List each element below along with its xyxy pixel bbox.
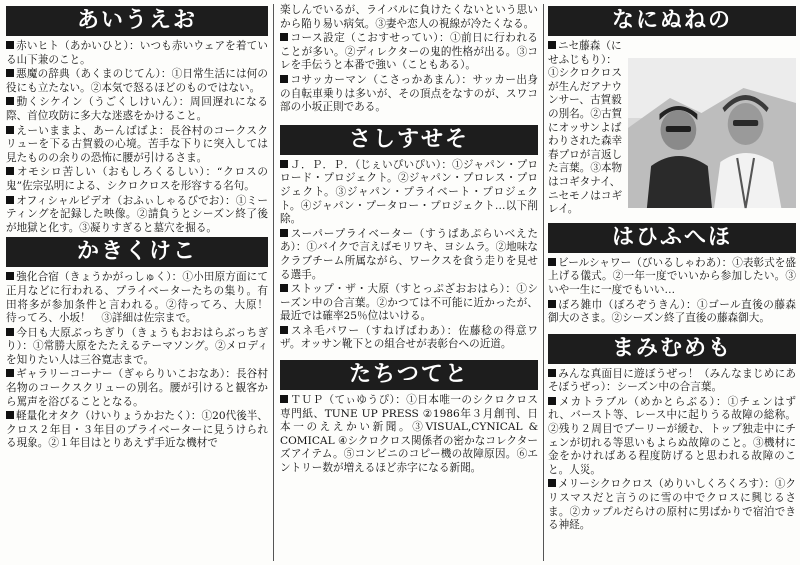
- glossary-entry: 悪魔の辞典（あくまのじてん）：①日常生活には何の役にも立たない。②本気で怒るほどのものではない。: [6, 68, 268, 94]
- bullet-square-icon: [6, 97, 14, 105]
- bullet-square-icon: [6, 167, 14, 175]
- section-heading-na: なにぬねの: [548, 6, 796, 36]
- bullet-square-icon: [6, 126, 14, 134]
- section-heading-ma: まみむめも: [548, 334, 796, 364]
- bullet-square-icon: [280, 229, 288, 237]
- glossary-entry: オフィシャルビデオ（おふぃしゃるびでお）：①ミーティングを記録した映像。②請負うとシーズン終了後が地獄と化す。③凝りすぎると墓穴を掘る。: [6, 194, 268, 234]
- section-na-entries: [548, 40, 796, 217]
- bullet-square-icon: [6, 41, 14, 49]
- bullet-square-icon: [6, 272, 14, 280]
- bullet-square-icon: [280, 395, 288, 403]
- bullet-square-icon: [6, 369, 14, 377]
- glossary-entry: Ｊ．Ｐ．Ｐ．（じぇいぴいぴい）：①ジャパン・プロロード・プロジェクト。②ジャパン・プロレス・プロジェクト。③ジャパン・プライベート・プロジェクト。④ジャパン・プータロー・プロジェクト…以下削除。: [280, 158, 538, 226]
- bullet-square-icon: [280, 326, 288, 334]
- bullet-square-icon: [548, 258, 556, 266]
- glossary-entry: オモシロ苦しい（おもしろくるしい）：“クロスの鬼”佐宗弘明による、シクロクロスを形容する名句。: [6, 166, 268, 192]
- bullet-square-icon: [6, 196, 14, 204]
- glossary-entry: 強化合宿（きょうかがっしゅく）：①小田原方面にて正月などに行われる、プライベーターたちの集り。有田将多が参加条件と言われる。②待ってろ、大原！ 待ってろ、小坂！ ③詳細は佐宗まで。: [6, 271, 279, 325]
- column-divider: [543, 4, 544, 561]
- section-heading-sa: さしすせそ: [280, 125, 538, 155]
- glossary-entry: ビールシャワー（びいるしゃわあ）：①表彰式を盛上げる儀式。②一年一度でいいから参加したい。③いや一生に一度でもいい…: [548, 256, 796, 296]
- bullet-square-icon: [6, 69, 14, 77]
- section-heading-ha: はひふへほ: [548, 223, 796, 253]
- section-a-entries: [6, 40, 268, 235]
- bullet-square-icon: [280, 33, 288, 41]
- section-heading-a: あいうえお: [6, 6, 268, 36]
- bullet-square-icon: [280, 160, 288, 168]
- column-3: [548, 4, 796, 563]
- glossary-entry: みんな真面目に遊ぼうぜっ！（みんなまじめにあそぼうぜっ）：シーズン中の合言葉。: [548, 367, 796, 394]
- glossary-entry: ギャラリーコーナー（ぎゃらりいこおなあ）：長谷村名物のコークスクリューの別名。腰が引けると観客から罵声を浴びることとなる。: [6, 368, 268, 408]
- column-1: [6, 4, 279, 563]
- glossary-entry: メカトラブル（めかとらぶる）：①チェンはずれ、バースト等、レース中に起りうる故障の総称。②残り２周目でブーリーが緩む、トップ独走中にチェンが切れる等思いもよらぬ故障のこと。③機材に金をかければある程度防げると思われる故障のこと。人災。: [548, 395, 796, 476]
- bullet-square-icon: [6, 411, 14, 419]
- section-ma-entries: [548, 368, 796, 533]
- section-sa-entries: [280, 159, 538, 352]
- column-divider: [273, 4, 274, 561]
- bullet-square-icon: [548, 397, 556, 405]
- section-heading-ka: かきくけこ: [6, 237, 268, 267]
- glossary-entry: 今日も大原ぶっちぎり（きょうもおおはらぶっちぎり）：①常勝大原をたたえるテーマソング。②メロディを知りたい人は三谷寛志まで。: [6, 326, 268, 366]
- glossary-entry: ＴＵＰ（てぃゆうぴ）：①日本唯一のシクロクロス専門紙、TUNE UP PRESS ②1986年３月創刊、日本一のええかい新聞。③VISUAL,CYNICAL & COMICAL ④シクロクロス関係者の密かなコレクターズアイテム。⑤コンビニのコピー機の故障原因。⑥エントリー数が増えるほど赤字になる新聞。: [280, 394, 538, 475]
- glossary-entry: 赤いヒト（あかいひと）：いつも赤いウェアを着ている山下兼のこと。: [6, 40, 268, 66]
- bullet-square-icon: [548, 41, 556, 49]
- bullet-square-icon: [6, 328, 14, 336]
- glossary-entry: 軽量化オタク（けいりょうかおたく）：①20代後半、クロス２年目・３年目のプライベーターに見うけられる現象。②１年目はとりあえず手近な機材で: [6, 410, 268, 450]
- glossary-entry: コサッカーマン（こさっかあまん）：サッカー出身の自転車乗りは多いが、その頂点をなすのが、スワコ部の小坂正則である。: [280, 73, 538, 114]
- continued-text: 楽しんでいるが、ライバルに負けたくないという思いから陥り易い病気。③妻や恋人の視線が冷たくなる。: [280, 4, 538, 30]
- glossary-entry: コース設定（こおすせってい）：①前日に行われることが多い。②ディレクターの鬼的性格が出る。③コレを手伝うと本番で強い（こともある）。: [280, 32, 538, 72]
- photo-two-men-icon: [628, 58, 796, 208]
- section-ka-entries: [6, 271, 279, 451]
- bullet-square-icon: [548, 479, 556, 487]
- glossary-entry: ぼろ雑巾（ぼろぞうきん）：①ゴール直後の藤森御大のさま。②シーズン終了直後の藤森御大。: [548, 298, 796, 325]
- bullet-square-icon: [548, 300, 556, 308]
- glossary-entry: 動くシケイン（うごくしけいん）：周回遅れになる際、首位攻防に多大な迷惑をかけること。: [6, 96, 268, 122]
- bullet-square-icon: [280, 284, 288, 292]
- glossary-entry: えーいままよ、あーんばばよ：長谷村のコークスクリューを下る古賀毅の心境。苦手な下りに突入しては見たものの余りの恐怖に腰が引けるさま。: [6, 124, 268, 164]
- glossary-entry: スネ毛パワー（すねげぱわあ）：佐藤稔の得意ワザ。オッサン靴下との組合せが表彰台への近道。: [280, 324, 538, 351]
- glossary-entry: スーパープライベーター（すうぱあぷらいべえたあ）：①バイクで言えばモリワキ、ヨシムラ。②地味なクラブチーム所属ながら、ワークスを食う走りを見せる選手。: [280, 227, 538, 281]
- section-ha-entries: [548, 257, 796, 326]
- section-ta-entries: [280, 394, 538, 476]
- column-2: [280, 4, 538, 563]
- bullet-square-icon: [280, 75, 288, 83]
- glossary-entry: ニセ藤森（にせふじもり）：①シクロクロスが生んだアナウンサー、古賀毅の別名。②古賀にオッサンよばわりされた森幸春プロが言返した言葉。③本物はコギタナイ、ニセモノはコギレイ。: [548, 40, 623, 216]
- section-heading-ta: たちつてと: [280, 360, 538, 390]
- glossary-entry: メリーシクロクロス（めりいしくろくろす）：①クリスマスだと言うのに雪の中でクロスに興じるさま。②カップルだらけの原村に男ばかりで宿泊できる神経。: [548, 478, 796, 532]
- bullet-square-icon: [548, 369, 556, 377]
- glossary-entry: ストップ・ザ・大原（すとっぷざおおはら）：①シーズン中の合言葉。②かつては不可能に近かったが、最近では確率25％位はいける。: [280, 283, 538, 323]
